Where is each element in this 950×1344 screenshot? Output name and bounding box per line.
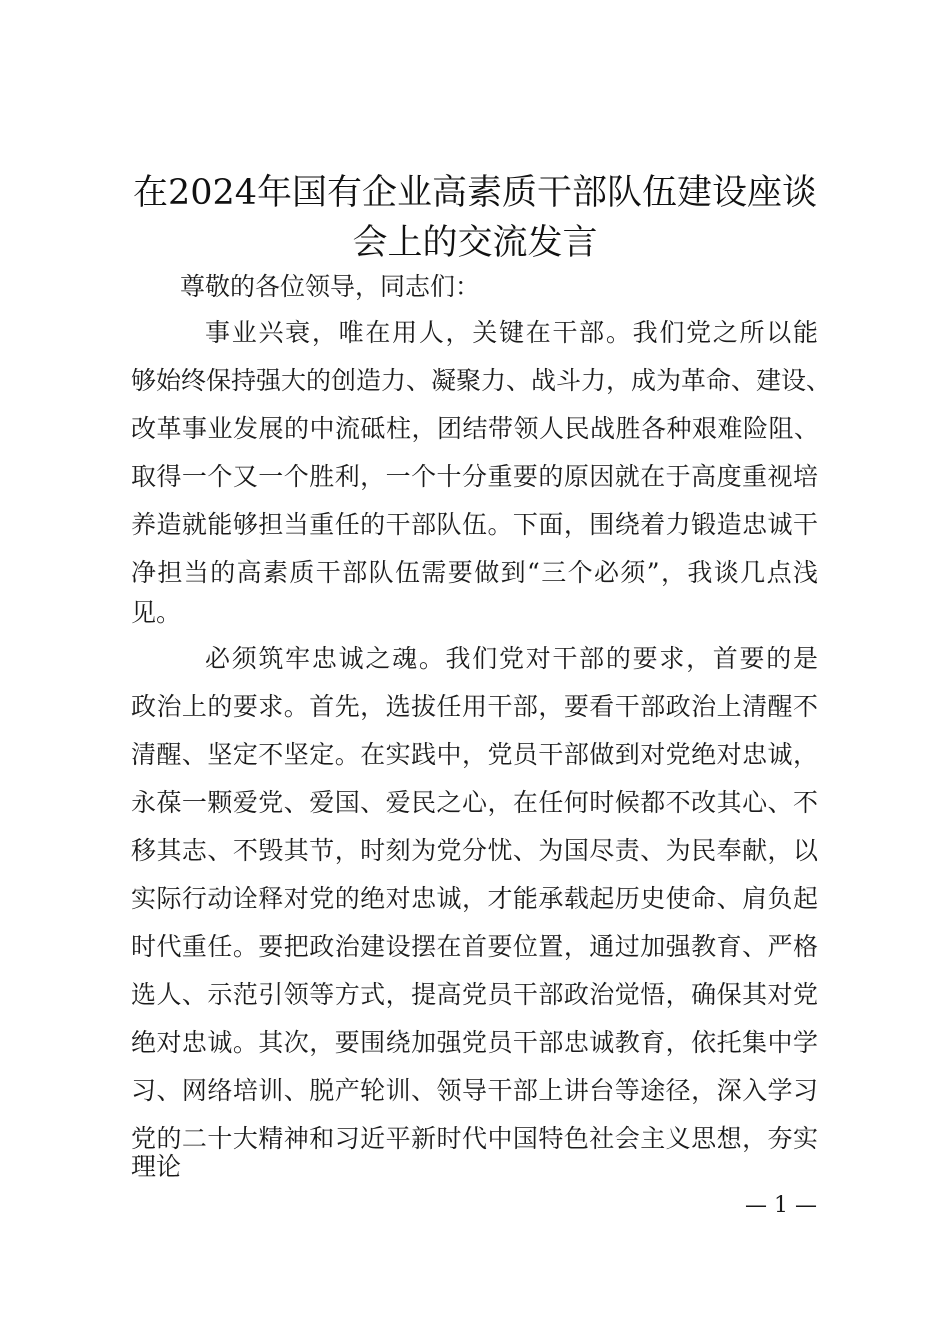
document-title-line-1: 在2024年国有企业高素质干部队伍建设座谈 [132,173,818,213]
salutation: 尊敬的各位领导，同志们： [180,272,481,301]
page-number: — 1 — [745,1193,817,1218]
paragraph-1-line: 见。 [131,598,182,627]
paragraph-2-line: 政治上的要求。首先，选拔任用干部，要看干部政治上清醒不 [131,692,818,721]
paragraph-1-line: 取得一个又一个胜利，一个十分重要的原因就在于高度重视培 [131,462,818,491]
paragraph-2-line: 时代重任。要把政治建设摆在首要位置，通过加强教育、严格 [131,932,818,961]
paragraph-2-line: 选人、示范引领等方式，提高党员干部政治觉悟，确保其对党 [131,980,818,1009]
paragraph-2-line: 移其志、不毁其节，时刻为党分忧、为国尽责、为民奉献，以 [131,836,818,865]
paragraph-1-line: 够始终保持强大的创造力、凝聚力、战斗力，成为革命、建设、 [131,366,832,395]
paragraph-2-line: 实际行动诠释对党的绝对忠诚，才能承载起历史使命、肩负起 [131,884,818,913]
paragraph-1-line: 事业兴衰，唯在用人，关键在干部。我们党之所以能 [205,318,818,347]
paragraph-2-line: 绝对忠诚。其次，要围绕加强党员干部忠诚教育，依托集中学 [131,1028,818,1057]
paragraph-2-line: 理论 [131,1152,182,1181]
paragraph-2-line: 党的二十大精神和习近平新时代中国特色社会主义思想，夯实 [131,1124,818,1153]
paragraph-1-line: 净担当的高素质干部队伍需要做到“三个必须”，我谈几点浅 [131,558,818,587]
document-title-line-2: 会上的交流发言 [352,223,598,263]
paragraph-1-line: 养造就能够担当重任的干部队伍。下面，围绕着力锻造忠诚干 [131,510,818,539]
paragraph-2-line: 永葆一颗爱党、爱国、爱民之心，在任何时候都不改其心、不 [131,788,818,817]
paragraph-2-line: 清醒、坚定不坚定。在实践中，党员干部做到对党绝对忠诚， [131,740,818,769]
paragraph-2-line: 习、网络培训、脱产轮训、领导干部上讲台等途径，深入学习 [131,1076,818,1105]
paragraph-1-line: 改革事业发展的中流砥柱，团结带领人民战胜各种艰难险阻、 [131,414,820,443]
paragraph-2-line: 必须筑牢忠诚之魂。我们党对干部的要求，首要的是 [205,644,818,673]
